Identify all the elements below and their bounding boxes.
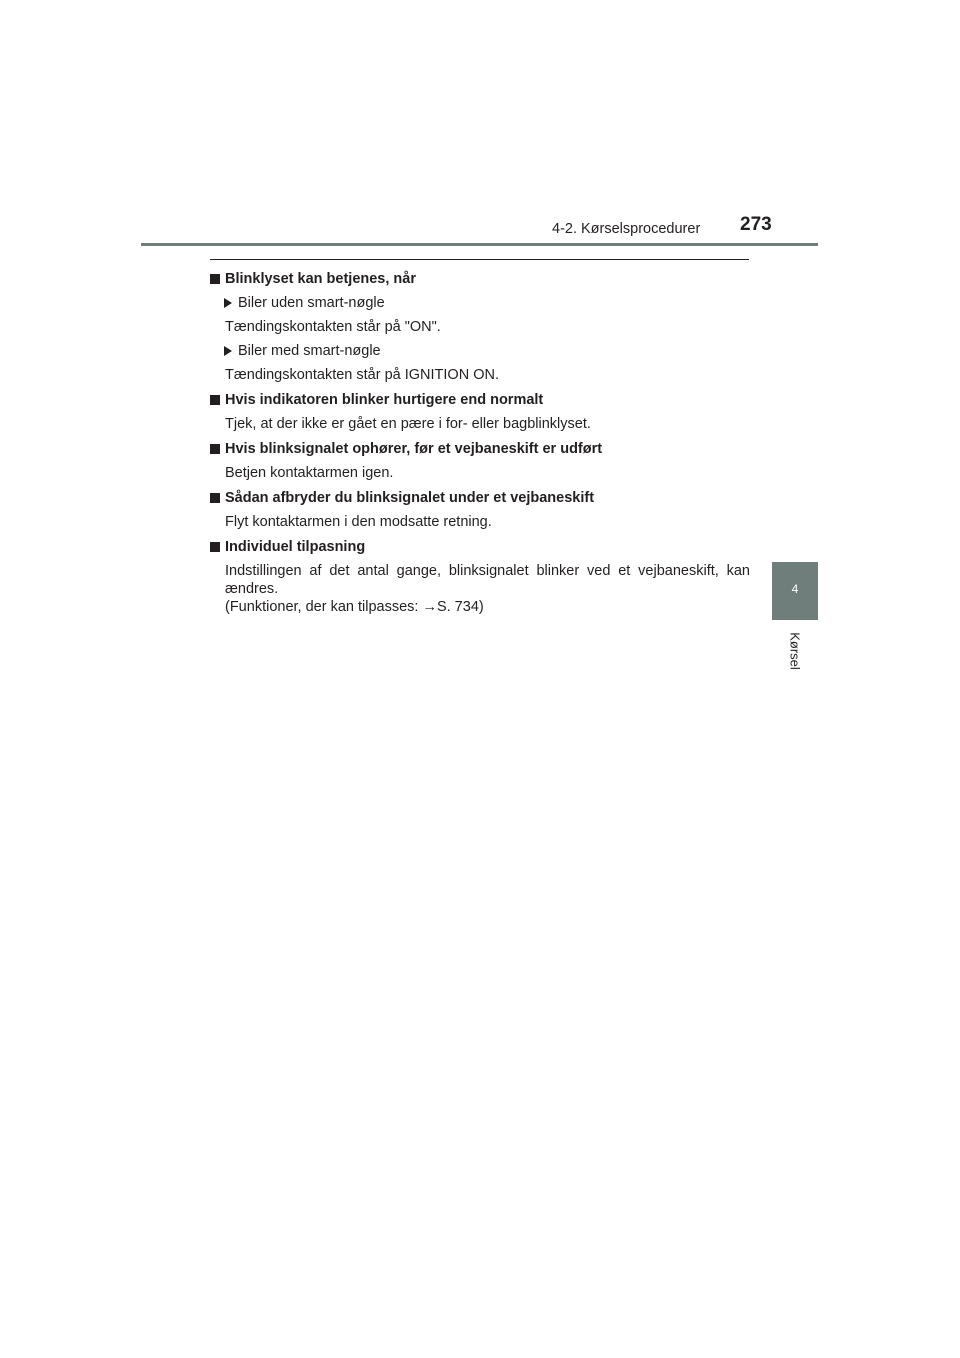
body-text: Tændingskontakten står på IGNITION ON. [225, 367, 499, 383]
body-text: Flyt kontaktarmen i den modsatte retning. [225, 514, 492, 530]
triangle-bullet-icon [224, 346, 232, 356]
page-number: 273 [740, 214, 772, 235]
content-top-rule [210, 259, 749, 260]
sub-condition-text: Biler uden smart-nøgle [238, 295, 385, 311]
square-bullet-icon [210, 493, 220, 503]
body-text: Tjek, at der ikke er gået en pære i for- eller bagblinklyset. [225, 416, 591, 432]
body-text: Tændingskontakten står på "ON". [225, 319, 441, 335]
sub-condition-text: Biler med smart-nøgle [238, 343, 381, 359]
square-bullet-icon [210, 274, 220, 284]
section-heading-text: Blinklyset kan betjenes, når [225, 271, 416, 287]
section-heading-text: Hvis blinksignalet ophører, før et vejbaneskift er udført [225, 441, 603, 457]
section-heading [210, 270, 750, 288]
section-heading [210, 538, 750, 556]
page-reference: (Funktioner, der kan tilpasses: →S. 734) [225, 599, 484, 615]
body-text: Indstillingen af det antal gange, blinksignalet blinker ved et vejbaneskift, kan ændres. [225, 563, 750, 597]
body-text: Betjen kontaktarmen igen. [225, 465, 394, 481]
section-heading [210, 391, 750, 409]
square-bullet-icon [210, 444, 220, 454]
header-rule [141, 243, 818, 246]
triangle-bullet-icon [224, 298, 232, 308]
section-heading-text: Hvis indikatoren blinker hurtigere end normalt [225, 392, 544, 408]
chapter-tab [772, 562, 818, 620]
section-heading [210, 489, 750, 507]
section-heading [210, 440, 750, 458]
section-heading-text: Individuel tilpasning [225, 539, 366, 555]
square-bullet-icon [210, 542, 220, 552]
chapter-tab-number: 4 [791, 582, 799, 596]
section-heading-text: Sådan afbryder du blinksignalet under et vejbaneskift [225, 490, 595, 506]
sub-condition [210, 342, 750, 360]
sub-condition [210, 294, 750, 312]
square-bullet-icon [210, 395, 220, 405]
chapter-tab-label: Kørsel [787, 632, 803, 670]
page-content [210, 270, 750, 622]
header-section-title: 4-2. Kørselsprocedurer [552, 221, 701, 237]
